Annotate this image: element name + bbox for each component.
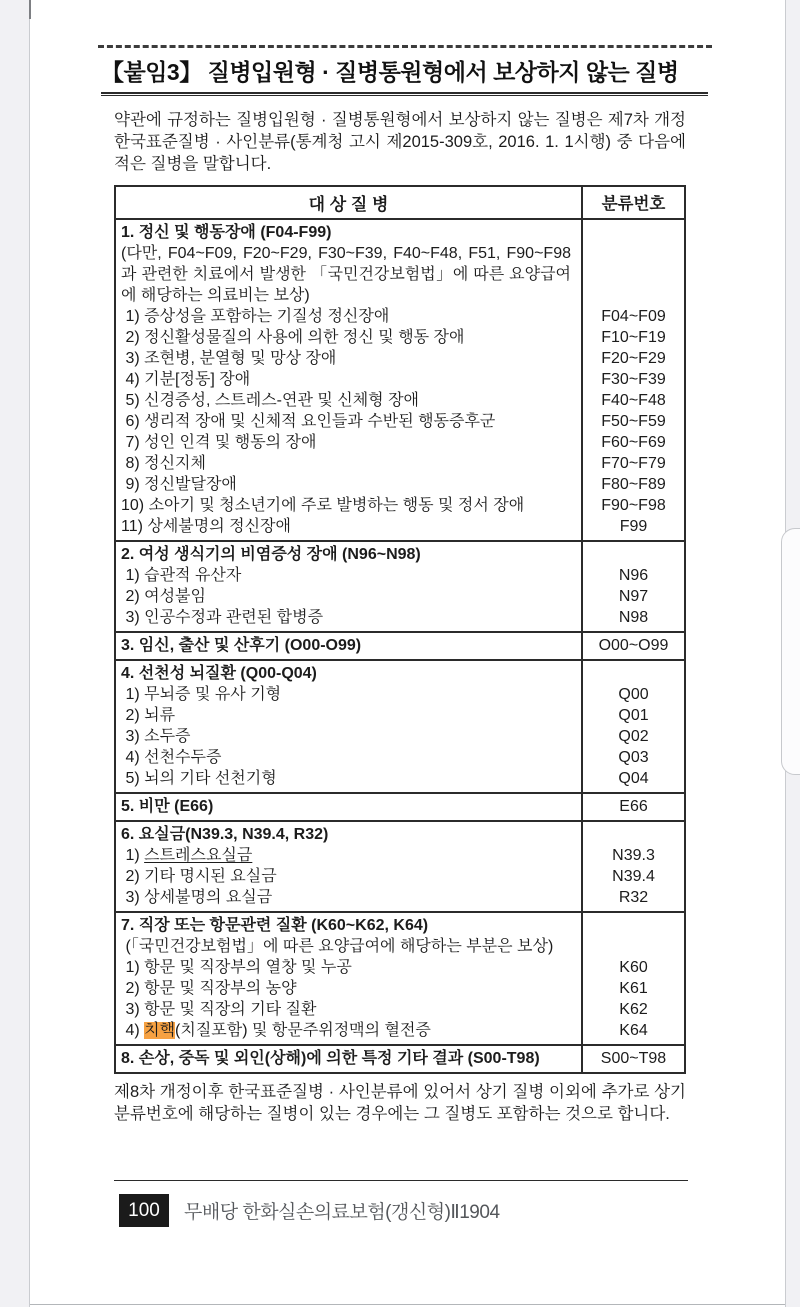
disease-cell [116, 796, 581, 817]
closing-note: 제8차 개정이후 한국표준질병 · 사인분류에 있어서 상기 질병 이외에 추가로 상기 분류번호에 해당하는 질병이 있는 경우에는 그 질병도 포함하는 것으로 합니다. [114, 1083, 686, 1123]
text-segment: 3) 소두증 [121, 728, 191, 745]
code-cell: K60 [619, 959, 648, 976]
code-cell: K64 [619, 1022, 648, 1039]
table-row [116, 705, 684, 726]
disease-cell [116, 390, 581, 411]
text-segment: 7. 직장 또는 항문관련 질환 (K60~K62, K64) [121, 917, 429, 934]
text-segment: (「국민건강보험법」에 따른 요양급여에 해당하는 부분은 보상) [121, 938, 554, 955]
text-segment: 11) 상세불명의 정신장애 [121, 518, 291, 535]
code-cell: S00~T98 [600, 1050, 667, 1067]
page-number-badge: 100 [119, 1194, 169, 1227]
highlighted-term: 치핵 [144, 1022, 176, 1039]
table-section [116, 633, 684, 661]
disease-cell [116, 565, 581, 586]
code-cell: K61 [619, 980, 648, 997]
code-cell: Q03 [618, 749, 649, 766]
table-row [116, 453, 684, 474]
disease-cell [116, 495, 581, 516]
disease-cell [116, 663, 581, 684]
disease-cell [116, 845, 581, 866]
code-cell: N39.4 [612, 868, 655, 885]
text-segment: 8) 정신지체 [121, 455, 206, 472]
table-row [116, 1048, 684, 1069]
disease-cell [116, 544, 581, 565]
text-segment: 3) 인공수정과 관련된 합병증 [121, 609, 324, 626]
table-row [116, 663, 684, 684]
disease-cell [116, 453, 581, 474]
text-segment: 2) 뇌류 [121, 707, 176, 724]
table-row [116, 684, 684, 705]
disease-cell [116, 607, 581, 628]
code-cell: N39.3 [612, 847, 655, 864]
table-header-row [116, 187, 684, 220]
code-cell: F10~F19 [601, 329, 666, 346]
table-row [116, 866, 684, 887]
disease-cell [116, 327, 581, 348]
code-cell: N96 [618, 567, 649, 584]
code-cell: F80~F89 [601, 476, 666, 493]
disease-cell [116, 936, 581, 957]
text-segment: 2) 여성불임 [121, 588, 206, 605]
disease-cell [116, 866, 581, 887]
text-segment: 6) 생리적 장애 및 신체적 요인들과 수반된 행동증후군 [121, 413, 496, 430]
text-segment: 2) 항문 및 직장부의 농양 [121, 980, 297, 997]
code-cell: F50~F59 [601, 413, 666, 430]
table-row [116, 936, 684, 957]
table-row [116, 390, 684, 411]
code-cell: N98 [618, 609, 649, 626]
text-segment: 1) 증상성을 포함하는 기질성 정신장애 [121, 308, 390, 325]
disease-cell [116, 978, 581, 999]
code-cell: Q02 [618, 728, 649, 745]
table-section [116, 822, 684, 913]
bottom-divider [30, 1304, 785, 1305]
code-cell: N97 [618, 588, 649, 605]
code-cell [581, 915, 684, 936]
text-segment: 5) 뇌의 기타 선천기형 [121, 770, 277, 787]
disease-cell [116, 432, 581, 453]
code-cell: F99 [619, 518, 648, 535]
text-segment: 3) 상세불명의 요실금 [121, 889, 273, 906]
table-row [116, 432, 684, 453]
text-segment: 4) 선천수두증 [121, 749, 222, 766]
disease-cell [116, 369, 581, 390]
underlined-term: 스트레스요실금 [144, 847, 253, 864]
text-segment: 3) 조현병, 분열형 및 망상 장애 [121, 350, 337, 367]
code-cell: Q01 [618, 707, 649, 724]
text-segment: 4. 선천성 뇌질환 (Q00-Q04) [121, 665, 317, 682]
table-row [116, 586, 684, 607]
disease-cell [116, 887, 581, 908]
disease-cell [116, 747, 581, 768]
code-cell: F70~F79 [601, 455, 666, 472]
code-cell: F04~F09 [601, 308, 666, 325]
code-cell [581, 544, 684, 565]
table-row [116, 607, 684, 628]
table-row [116, 726, 684, 747]
text-segment: 1) 항문 및 직장부의 열창 및 누공 [121, 959, 352, 976]
code-cell [581, 222, 684, 243]
disease-cell [116, 243, 581, 306]
text-segment: 4) 기분[정동] 장애 [121, 371, 251, 388]
code-cell: F60~F69 [601, 434, 666, 451]
page-footer [119, 1194, 686, 1227]
text-segment: 2) 기타 명시된 요실금 [121, 868, 277, 885]
code-cell [581, 663, 684, 684]
code-cell [581, 243, 684, 306]
code-cell: Q00 [618, 686, 649, 703]
disease-cell [116, 348, 581, 369]
text-segment: 7) 성인 인격 및 행동의 장애 [121, 434, 317, 451]
text-segment: 4) [121, 1022, 145, 1039]
table-row [116, 411, 684, 432]
text-segment: 10) 소아기 및 청소년기에 주로 발병하는 행동 및 정서 장애 [121, 497, 525, 514]
table-body [116, 220, 684, 1072]
table-row [116, 978, 684, 999]
code-cell: R32 [618, 889, 649, 906]
intro-paragraph: 약관에 규정하는 질병입원형 · 질병통원형에서 보상하지 않는 질병은 제7차 개정 한국표준질병 · 사인분류(통계청 고시 제2015-309호, 2016. 1. 1시행) 중 다음에 적은 질병을 말합니다. [114, 111, 686, 173]
table-row [116, 327, 684, 348]
table-row [116, 544, 684, 565]
page-title: 【붙임3】 질병입원형 · 질병통원형에서 보상하지 않는 질병 [101, 59, 679, 85]
table-section [116, 542, 684, 633]
table-row [116, 243, 684, 306]
table-row [116, 306, 684, 327]
table-row [116, 495, 684, 516]
column-header-code: 분류번호 [581, 187, 684, 218]
table-row [116, 348, 684, 369]
code-cell: K62 [619, 1001, 648, 1018]
disease-cell [116, 635, 581, 656]
table-row [116, 796, 684, 817]
table-row [116, 474, 684, 495]
dashed-separator [98, 45, 712, 48]
text-segment: 2) 정신활성물질의 사용에 의한 정신 및 행동 장애 [121, 329, 465, 346]
text-segment: 8. 손상, 중독 및 외인(상해)에 의한 특정 기타 결과 (S00-T98) [121, 1050, 540, 1067]
disease-cell [116, 705, 581, 726]
table-row [116, 516, 684, 537]
table-row [116, 635, 684, 656]
code-cell: E66 [619, 798, 648, 815]
code-cell: F90~F98 [601, 497, 666, 514]
disease-cell [116, 768, 581, 789]
table-section [116, 220, 684, 542]
table-row [116, 1020, 684, 1041]
disease-cell [116, 1048, 581, 1069]
footer-rule [114, 1180, 688, 1181]
table-row [116, 915, 684, 936]
disease-cell [116, 411, 581, 432]
text-segment: 1) 무뇌증 및 유사 기형 [121, 686, 282, 703]
disease-cell [116, 824, 581, 845]
table-row [116, 999, 684, 1020]
disease-cell [116, 684, 581, 705]
disease-cell [116, 1020, 581, 1041]
text-segment: 1. 정신 및 행동장애 (F04-F99) [121, 224, 332, 241]
scroll-handle[interactable] [781, 528, 800, 775]
table-row [116, 957, 684, 978]
text-segment: 9) 정신발달장애 [121, 476, 237, 493]
text-segment: 3) 항문 및 직장의 기타 질환 [121, 1001, 317, 1018]
table-section [116, 794, 684, 822]
disease-cell [116, 306, 581, 327]
disease-cell [116, 915, 581, 936]
table-section [116, 1046, 684, 1072]
table-section [116, 661, 684, 794]
disease-table [114, 185, 686, 1074]
disease-cell [116, 586, 581, 607]
code-cell: Q04 [618, 770, 649, 787]
disease-cell [116, 516, 581, 537]
text-segment: (치질포함) 및 항문주위정맥의 혈전증 [175, 1022, 431, 1039]
table-row [116, 768, 684, 789]
text-segment: 2. 여성 생식기의 비염증성 장애 (N96~N98) [121, 546, 421, 563]
table-row [116, 747, 684, 768]
title-underline [101, 92, 708, 96]
code-cell [581, 936, 684, 957]
text-segment: 3. 임신, 출산 및 산후기 (O00-O99) [121, 637, 362, 654]
disease-cell [116, 999, 581, 1020]
table-row [116, 824, 684, 845]
text-segment: 1) [121, 847, 145, 864]
disease-cell [116, 957, 581, 978]
code-cell [581, 824, 684, 845]
page-top-tick [29, 0, 31, 19]
table-row [116, 887, 684, 908]
text-segment: 1) 습관적 유산자 [121, 567, 242, 584]
code-cell: F40~F48 [601, 392, 666, 409]
disease-cell [116, 222, 581, 243]
page-content [30, 45, 785, 1227]
product-name: 무배당 한화실손의료보험(갱신형)Ⅱ1904 [184, 1202, 500, 1223]
text-segment: 5. 비만 (E66) [121, 798, 214, 815]
disease-cell [116, 726, 581, 747]
text-segment: 6. 요실금(N39.3, N39.4, R32) [121, 826, 329, 843]
code-cell: O00~O99 [598, 637, 669, 654]
code-cell: F30~F39 [601, 371, 666, 388]
table-row [116, 845, 684, 866]
disease-cell [116, 474, 581, 495]
table-row [116, 222, 684, 243]
document-page [29, 0, 786, 1307]
code-cell: F20~F29 [601, 350, 666, 367]
text-segment: 5) 신경증성, 스트레스-연관 및 신체형 장애 [121, 392, 419, 409]
table-section [116, 913, 684, 1046]
table-row [116, 369, 684, 390]
text-segment: (다만, F04~F09, F20~F29, F30~F39, F40~F48, F51, F90~F98과 관련한 치료에서 발생한 「국민건강보험법」에 따른 요양급여에 해당하는 의료비는 보상) [121, 245, 571, 304]
column-header-disease: 대 상 질 병 [308, 195, 389, 214]
table-row [116, 565, 684, 586]
